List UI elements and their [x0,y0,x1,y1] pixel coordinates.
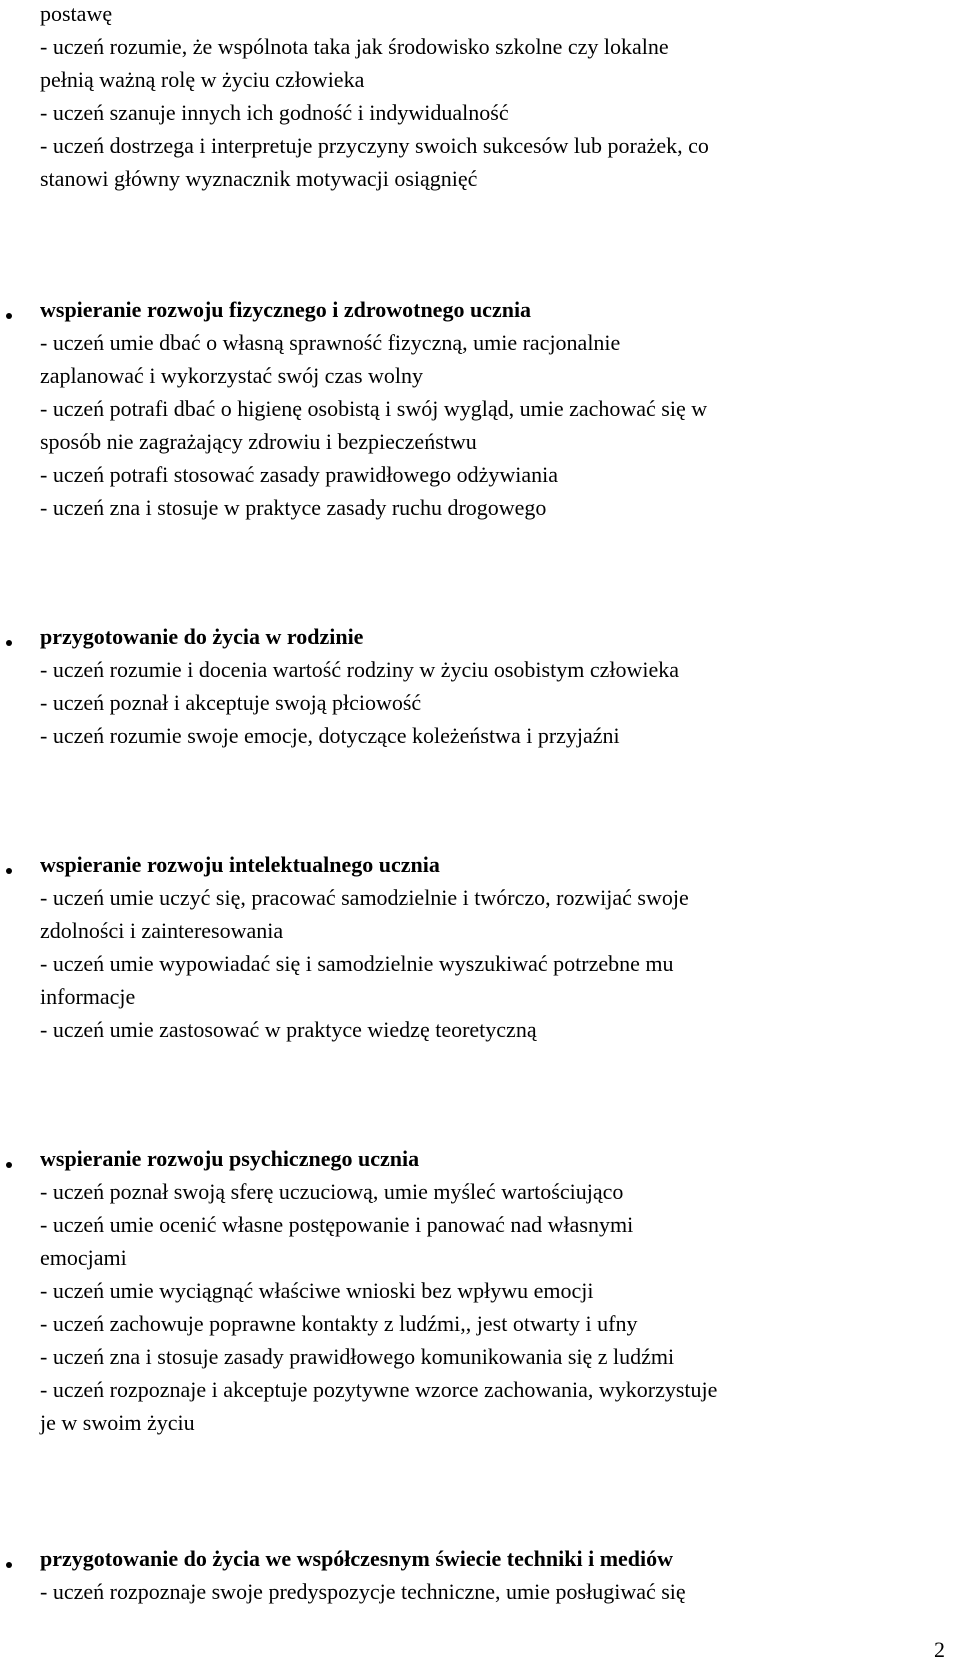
intro-line: pełnią ważną rolę w życiu człowieka [40,67,365,92]
section-line: - uczeń rozumie i docenia wartość rodziny w życiu osobistym człowieka [40,657,679,682]
section-line: - uczeń poznał i akceptuje swoją płciowość [40,690,422,715]
section-heading: wspieranie rozwoju psychicznego ucznia [40,1146,420,1171]
section-line: je w swoim życiu [40,1410,195,1435]
section-line: - uczeń umie dbać o własną sprawność fizyczną, umie racjonalnie [40,330,621,355]
intro-line: stanowi główny wyznacznik motywacji osiągnięć [40,166,478,191]
section-line: - uczeń umie wypowiadać się i samodzielnie wyszukiwać potrzebne mu [40,951,674,976]
section-line: - uczeń rozpoznaje swoje predyspozycje techniczne, umie posługiwać się [40,1579,686,1604]
bullet-icon [6,1562,12,1568]
section-heading: przygotowanie do życia w rodzinie [40,624,364,649]
section-line: - uczeń rozpoznaje i akceptuje pozytywne wzorce zachowania, wykorzystuje [40,1377,718,1402]
section-line: - uczeń rozumie swoje emocje, dotyczące koleżeństwa i przyjaźni [40,723,620,748]
section-line: - uczeń poznał swoją sferę uczuciową, umie myśleć wartościująco [40,1179,624,1204]
section-line: zdolności i zainteresowania [40,918,284,943]
section-line: - uczeń potrafi dbać o higienę osobistą i swój wygląd, umie zachować się w [40,396,708,421]
section-heading: wspieranie rozwoju intelektualnego ucznia [40,852,440,877]
bullet-icon [6,313,12,319]
section-heading: przygotowanie do życia we współczesnym świecie techniki i mediów [40,1546,674,1571]
section-line: - uczeń umie uczyć się, pracować samodzielnie i twórczo, rozwijać swoje [40,885,689,910]
section-line: - uczeń zna i stosuje zasady prawidłowego komunikowania się z ludźmi [40,1344,675,1369]
bullet-icon [6,868,12,874]
page-number: 2 [934,1637,945,1662]
section-heading: wspieranie rozwoju fizycznego i zdrowotnego ucznia [40,297,532,322]
intro-line: - uczeń szanuje innych ich godność i indywidualność [40,100,509,125]
bullet-icon [6,1162,12,1168]
section-line: informacje [40,984,136,1009]
intro-line: postawę [40,1,113,26]
section-line: sposób nie zagrażający zdrowiu i bezpieczeństwu [40,429,477,454]
section-line: - uczeń zna i stosuje w praktyce zasady ruchu drogowego [40,495,547,520]
intro-line: - uczeń rozumie, że wspólnota taka jak środowisko szkolne czy lokalne [40,34,669,59]
section-line: - uczeń umie zastosować w praktyce wiedzę teoretyczną [40,1017,537,1042]
section-line: - uczeń zachowuje poprawne kontakty z ludźmi,, jest otwarty i ufny [40,1311,638,1336]
section-line: zaplanować i wykorzystać swój czas wolny [40,363,424,388]
bullet-icon [6,640,12,646]
intro-line: - uczeń dostrzega i interpretuje przyczyny swoich sukcesów lub porażek, co [40,133,709,158]
section-line: - uczeń umie wyciągnąć właściwe wnioski bez wpływu emocji [40,1278,594,1303]
section-line: - uczeń potrafi stosować zasady prawidłowego odżywiania [40,462,559,487]
section-line: emocjami [40,1245,127,1270]
section-line: - uczeń umie ocenić własne postępowanie i panować nad własnymi [40,1212,634,1237]
